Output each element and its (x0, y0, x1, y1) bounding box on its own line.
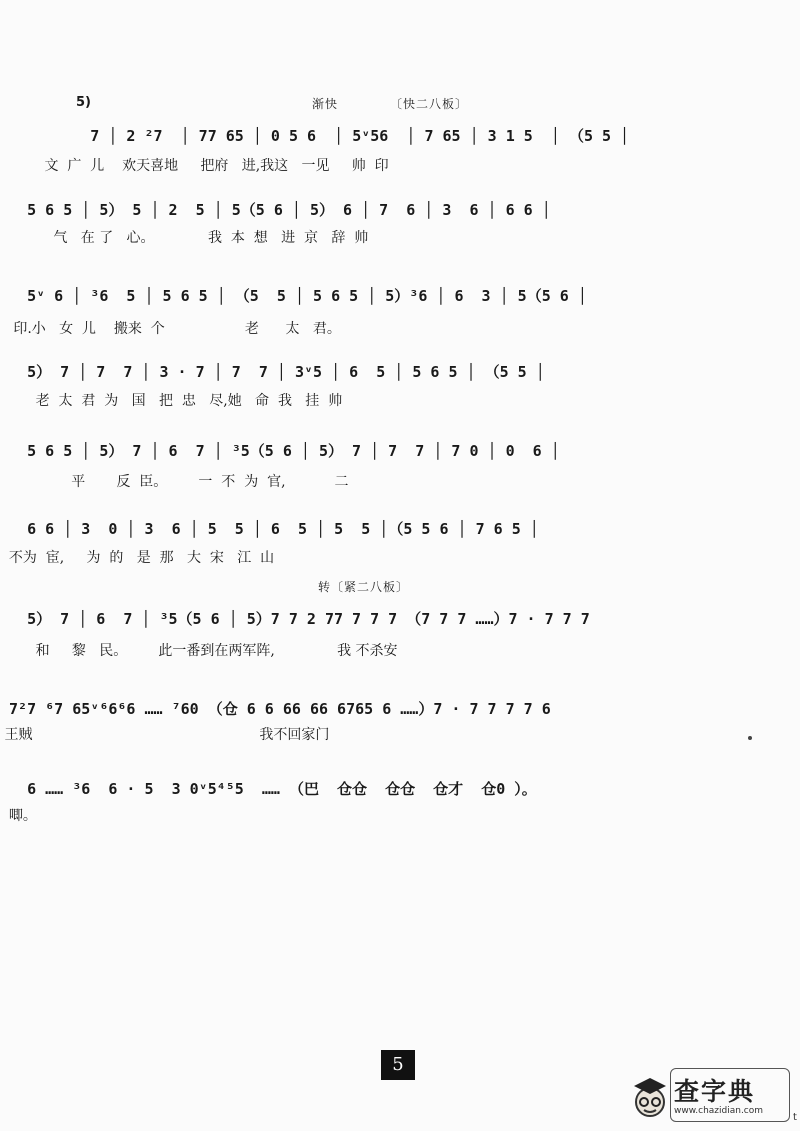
site-logo (630, 1068, 790, 1126)
lyrics-line-5: 平 反 臣。 一 不 为 官, 二 (0, 474, 349, 490)
lyrics-line-4: 老 太 君 为 国 把 忠 尽,她 命 我 挂 帅 (0, 393, 343, 409)
margin-dot (748, 736, 752, 740)
lyrics-line-9: 唧。 (0, 808, 37, 824)
lead-mark: 5) (76, 95, 91, 110)
corner-mark: t (793, 1112, 797, 1123)
notes-line-4: 5） 7 │ 7 7 │ 3 · 7 │ 7 7 │ 3ᵛ5 │ 6 5 │ 5 6 5 │ （5 5 │ (0, 363, 545, 381)
notes-line-3: 5ᵛ 6 │ ³6 5 │ 5 6 5 │ （5 5 │ 5 6 5 │ 5）³6 │ 6 3 │ 5（5 6 │ (0, 287, 587, 305)
board-marking: 〔快二八板〕 (390, 97, 469, 111)
notes-line-9: 6 …… ³6 6 · 5 3 0ᵛ5⁴⁵5 …… （巴 仓仓 仓仓 仓才 仓0 ）。 (0, 780, 537, 798)
logo-title: 查字典 (674, 1077, 756, 1106)
scholar-mascot-icon (630, 1072, 670, 1122)
notes-line-7: 5） 7 │ 6 7 │ ³5（5 6 │ 5）7 7 2 77 7 7 7 （7 7 7 ……）7 · 7 7 7 (0, 610, 590, 628)
notes-line-5: 5 6 5 │ 5） 7 │ 6 7 │ ³5（5 6 │ 5） 7 │ 7 7 │ 7 0 │ 0 6 │ (0, 442, 560, 460)
lyrics-line-3: 印.小 女 儿 搬来 个 老 太 君。 (0, 321, 341, 337)
page-number: 5 (381, 1050, 415, 1080)
lyrics-line-1: 文 广 儿 欢天喜地 把府 进,我这 一见 帅 印 (0, 158, 389, 174)
modulation-marking: 转〔紧二八板〕 (318, 580, 410, 594)
notes-line-1: 7 │ 2 ²7 │ 77 65 │ 0 5 6 │ 5ᵛ56 │ 7 65 │ 3 1 5 │ （5 5 │ (0, 127, 630, 145)
logo-url: www.chazidian.com (674, 1106, 764, 1116)
lyrics-line-7: 和 黎 民。 此一番到在两军阵, 我 不杀安 (0, 643, 398, 659)
tempo-marking: 渐快 (312, 97, 339, 111)
lyrics-line-8: 王贼 我不回家门 (0, 727, 330, 743)
notes-line-6: 6 6 │ 3 0 │ 3 6 │ 5 5 │ 6 5 │ 5 5 │（5 5 6 │ 7 6 5 │ (0, 520, 539, 538)
lyrics-line-6: 不为 宦, 为 的 是 那 大 宋 江 山 (0, 550, 275, 566)
notes-line-8: 7²7 ⁶7 65ᵛ⁶6⁶6 …… ⁷60 （仓 6 6 66 66 6765 6 ……）7 · 7 7 7 7 6 (0, 700, 551, 718)
lyrics-line-2: 气 在 了 心。 我 本 想 进 京 辞 帅 (0, 230, 369, 246)
notes-line-2: 5 6 5 │ 5） 5 │ 2 5 │ 5（5 6 │ 5） 6 │ 7 6 │ 3 6 │ 6 6 │ (0, 201, 551, 219)
